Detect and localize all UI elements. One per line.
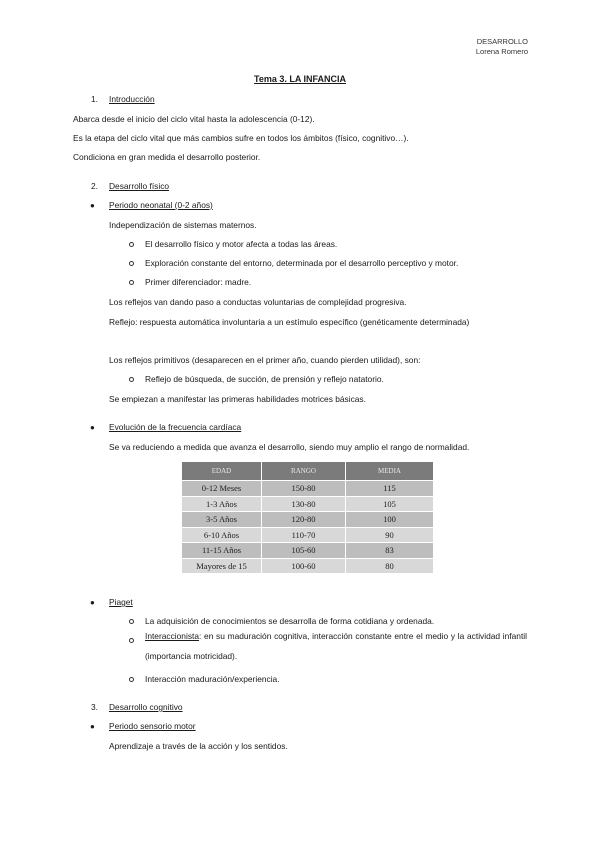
table-row (182, 496, 434, 512)
section-2-title: Desarrollo físico (109, 181, 170, 191)
table-cell: 83 (346, 543, 434, 559)
piaget-item-1: La adquisición de conocimientos se desarrolla de forma cotidiana y ordenada. (145, 616, 435, 626)
primitive-reflexes-paragraph: Los reflejos primitivos (desaparecen en el primer año, cuando pierden utilidad), son: (109, 355, 421, 365)
hollow-bullet (129, 619, 134, 624)
hollow-bullet (129, 261, 134, 266)
header-edad: EDAD (182, 462, 262, 481)
table-cell: 80 (346, 558, 434, 574)
cardiac-title: Evolución de la frecuencia cardíaca (109, 422, 242, 432)
heart-rate-table (181, 461, 434, 574)
section-3-number: 3. (91, 702, 98, 712)
sensorio-title: Periodo sensorio motor (109, 721, 196, 731)
table-cell: 150-80 (262, 481, 346, 497)
table-cell: 105 (346, 496, 434, 512)
sensorio-paragraph: Aprendizaje a través de la acción y los sentidos. (109, 741, 288, 751)
neonatal-item-3: Primer diferenciador: madre. (145, 277, 252, 287)
section-1-number: 1. (91, 94, 98, 104)
table-row (182, 543, 434, 559)
header-subject: DESARROLLO (476, 37, 528, 46)
table-row (182, 481, 434, 497)
intro-paragraph-2: Es la etapa del ciclo vital que más cambios sufre en todos los ámbitos (físico, cognitivo…). (73, 133, 409, 143)
table-cell: 1-3 Años (182, 496, 262, 512)
section-3-title: Desarrollo cognitivo (109, 702, 183, 712)
hollow-bullet (129, 242, 134, 247)
table-cell: 105-60 (262, 543, 346, 559)
bullet-sensorio: ● (90, 722, 95, 731)
bullet-cardiac: ● (90, 423, 95, 432)
table-cell: 11-15 Años (182, 543, 262, 559)
cardiac-paragraph: Se va reduciendo a medida que avanza el desarrollo, siendo muy amplio el rango de normalidad. (109, 442, 470, 452)
table-cell: 100-60 (262, 558, 346, 574)
header-rango: RANGO (262, 462, 346, 481)
section-1-title: Introducción (109, 94, 155, 104)
hollow-bullet (129, 677, 134, 682)
piaget-title: Piaget (109, 597, 133, 607)
table-cell: 90 (346, 527, 434, 543)
bullet-neonatal: ● (90, 201, 95, 210)
interaccionista-description: : en su maduración cognitiva, interacción constante entre el medio y la actividad infantil (importancia motricidad). (145, 631, 527, 661)
table-cell: 110-70 (262, 527, 346, 543)
section-2-number: 2. (91, 181, 98, 191)
header-media: MEDIA (346, 462, 434, 481)
interaccionista-term: Interaccionista (145, 631, 199, 641)
piaget-item-3: Interacción maduración/experiencia. (145, 674, 280, 684)
table-cell: 130-80 (262, 496, 346, 512)
neonatal-title: Periodo neonatal (0-2 años) (109, 200, 213, 210)
reflexes-list-item: Reflejo de búsqueda, de succión, de prensión y reflejo natatorio. (145, 374, 384, 384)
motor-skills-paragraph: Se empiezan a manifestar las primeras habilidades motrices básicas. (109, 394, 366, 404)
hollow-bullet (129, 638, 134, 643)
reflexes-paragraph: Los reflejos van dando paso a conductas voluntarias de complejidad progresiva. (109, 297, 407, 307)
reflex-definition: Reflejo: respuesta automática involuntaria a un estímulo específico (genéticamente determinada) (109, 317, 470, 327)
table-cell: 6-10 Años (182, 527, 262, 543)
page-header (476, 37, 528, 57)
table-cell: 100 (346, 512, 434, 528)
table-cell: 3-5 Años (182, 512, 262, 528)
table-cell: Mayores de 15 (182, 558, 262, 574)
table-cell: 120-80 (262, 512, 346, 528)
neonatal-item-1: El desarrollo físico y motor afecta a todas las áreas. (145, 239, 338, 249)
document-title: Tema 3. LA INFANCIA (253, 74, 346, 84)
table-row (182, 558, 434, 574)
intro-paragraph-3: Condiciona en gran medida el desarrollo posterior. (73, 152, 261, 162)
table-row (182, 512, 434, 528)
neonatal-item-2: Exploración constante del entorno, determinada por el desarrollo perceptivo y motor. (145, 258, 459, 268)
hollow-bullet (129, 377, 134, 382)
table-cell: 115 (346, 481, 434, 497)
neonatal-intro: Independización de sistemas maternos. (109, 220, 257, 230)
table-row (182, 527, 434, 543)
table-cell: 0-12 Meses (182, 481, 262, 497)
bullet-piaget: ● (90, 598, 95, 607)
header-author: Lorena Romero (475, 47, 528, 56)
table-header-row (182, 462, 434, 481)
intro-paragraph-1: Abarca desde el inicio del ciclo vital hasta la adolescencia (0-12). (73, 114, 315, 124)
piaget-item-2 (145, 627, 527, 666)
hollow-bullet (129, 280, 134, 285)
